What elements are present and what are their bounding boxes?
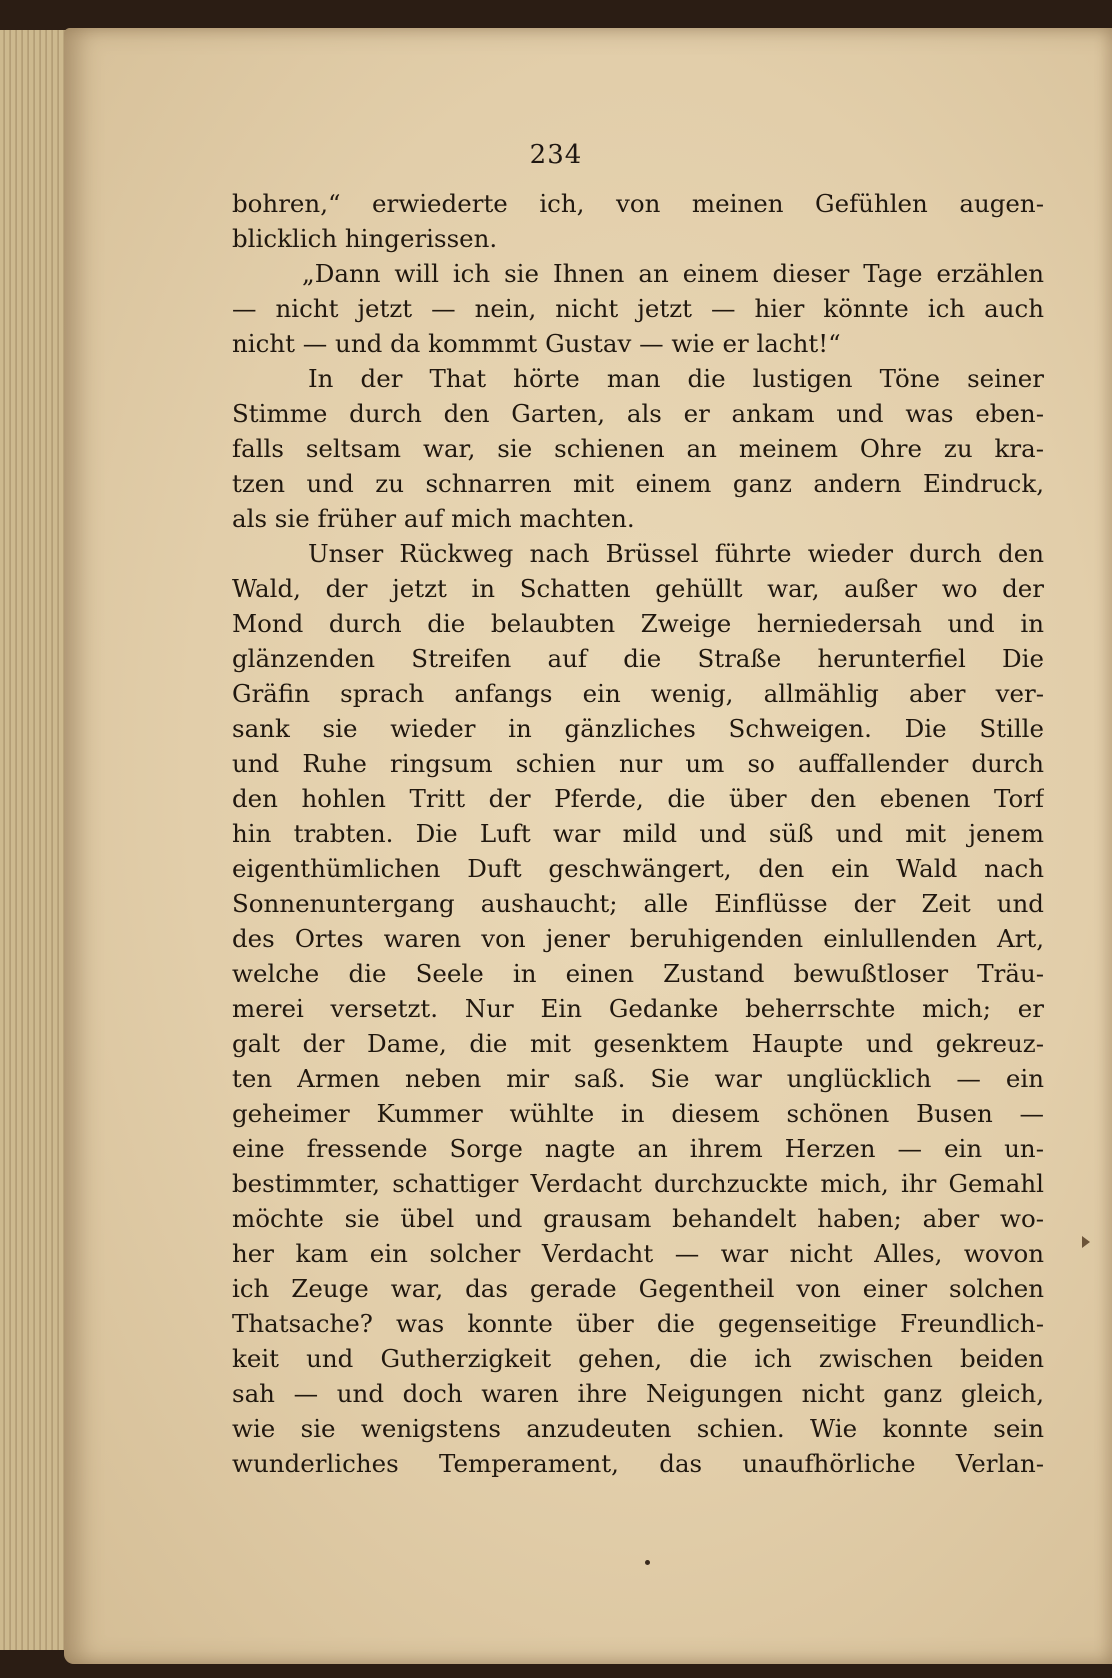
text-line: nicht — und da kommmt Gustav — wie er lacht!“ [232, 329, 841, 358]
text-line: merei versetzt. Nur Ein Gedanke beherrschte mich; er [232, 994, 1044, 1023]
text-line: den hohlen Tritt der Pferde, die über den ebenen Torf [232, 784, 1044, 813]
margin-arrow-mark [1082, 1236, 1090, 1248]
text-line: — nicht jetzt — nein, nicht jetzt — hier könnte ich auch [232, 294, 1044, 323]
text-line: sank sie wieder in gänzliches Schweigen. Die Stille [232, 714, 1044, 743]
text-line: des Ortes waren von jener beruhigenden einlullenden Art, [232, 924, 1044, 953]
text-line: „Dann will ich sie Ihnen an einem dieser Tage erzählen [302, 259, 1044, 288]
text-line: als sie früher auf mich machten. [232, 504, 635, 533]
text-line: eine fressende Sorge nagte an ihrem Herzen — ein un- [232, 1134, 1044, 1163]
text-line: möchte sie übel und grausam behandelt haben; aber wo- [232, 1204, 1044, 1233]
text-line: Unser Rückweg nach Brüssel führte wieder durch den [308, 539, 1044, 568]
page-number: 234 [529, 140, 583, 170]
text-line: tzen und zu schnarren mit einem ganz andern Eindruck, [232, 469, 1044, 498]
text-line: wie sie wenigstens anzudeuten schien. Wie konnte sein [232, 1414, 1044, 1443]
text-line: bestimmter, schattiger Verdacht durchzuckte mich, ihr Gemahl [232, 1169, 1044, 1198]
text-line: blicklich hingerissen. [232, 224, 498, 253]
text-line: ich Zeuge war, das gerade Gegentheil von einer solchen [232, 1274, 1044, 1303]
text-line: Mond durch die belaubten Zweige herniedersah und in [232, 609, 1044, 638]
text-line: ten Armen neben mir saß. Sie war unglücklich — ein [232, 1064, 1044, 1093]
text-line: Wald, der jetzt in Schatten gehüllt war, außer wo der [232, 574, 1044, 603]
text-line: her kam ein solcher Verdacht — war nicht Alles, wovon [232, 1239, 1044, 1268]
text-line: bohren,“ erwiederte ich, von meinen Gefühlen augen- [232, 189, 1044, 218]
text-line: galt der Dame, die mit gesenktem Haupte und gekreuz- [232, 1029, 1044, 1058]
text-line: glänzenden Streifen auf die Straße herunterfiel Die [232, 644, 1044, 673]
text-line: Thatsache? was konnte über die gegenseitige Freundlich- [232, 1309, 1044, 1338]
footer-dot-mark [645, 1560, 650, 1565]
text-line: eigenthümlichen Duft geschwängert, den ein Wald nach [232, 854, 1044, 883]
text-line: wunderliches Temperament, das unaufhörliche Verlan- [232, 1449, 1044, 1478]
body-text [232, 186, 1044, 1481]
text-line: welche die Seele in einen Zustand bewußtloser Träu- [232, 959, 1044, 988]
text-line: geheimer Kummer wühlte in diesem schönen Busen — [232, 1099, 1044, 1128]
text-line: falls seltsam war, sie schienen an meinem Ohre zu kra- [232, 434, 1044, 463]
text-line: Stimme durch den Garten, als er ankam und was eben- [232, 399, 1044, 428]
text-line: In der That hörte man die lustigen Töne seiner [308, 364, 1044, 393]
text-line: sah — und doch waren ihre Neigungen nicht ganz gleich, [232, 1379, 1044, 1408]
text-line: und Ruhe ringsum schien nur um so auffallender durch [232, 749, 1044, 778]
text-line: hin trabten. Die Luft war mild und süß und mit jenem [232, 819, 1044, 848]
book-page-edges [0, 30, 71, 1650]
text-line: keit und Gutherzigkeit gehen, die ich zwischen beiden [232, 1344, 1044, 1373]
text-line: Gräfin sprach anfangs ein wenig, allmählig aber ver- [232, 679, 1044, 708]
text-line: Sonnenuntergang aushaucht; alle Einflüsse der Zeit und [232, 889, 1044, 918]
